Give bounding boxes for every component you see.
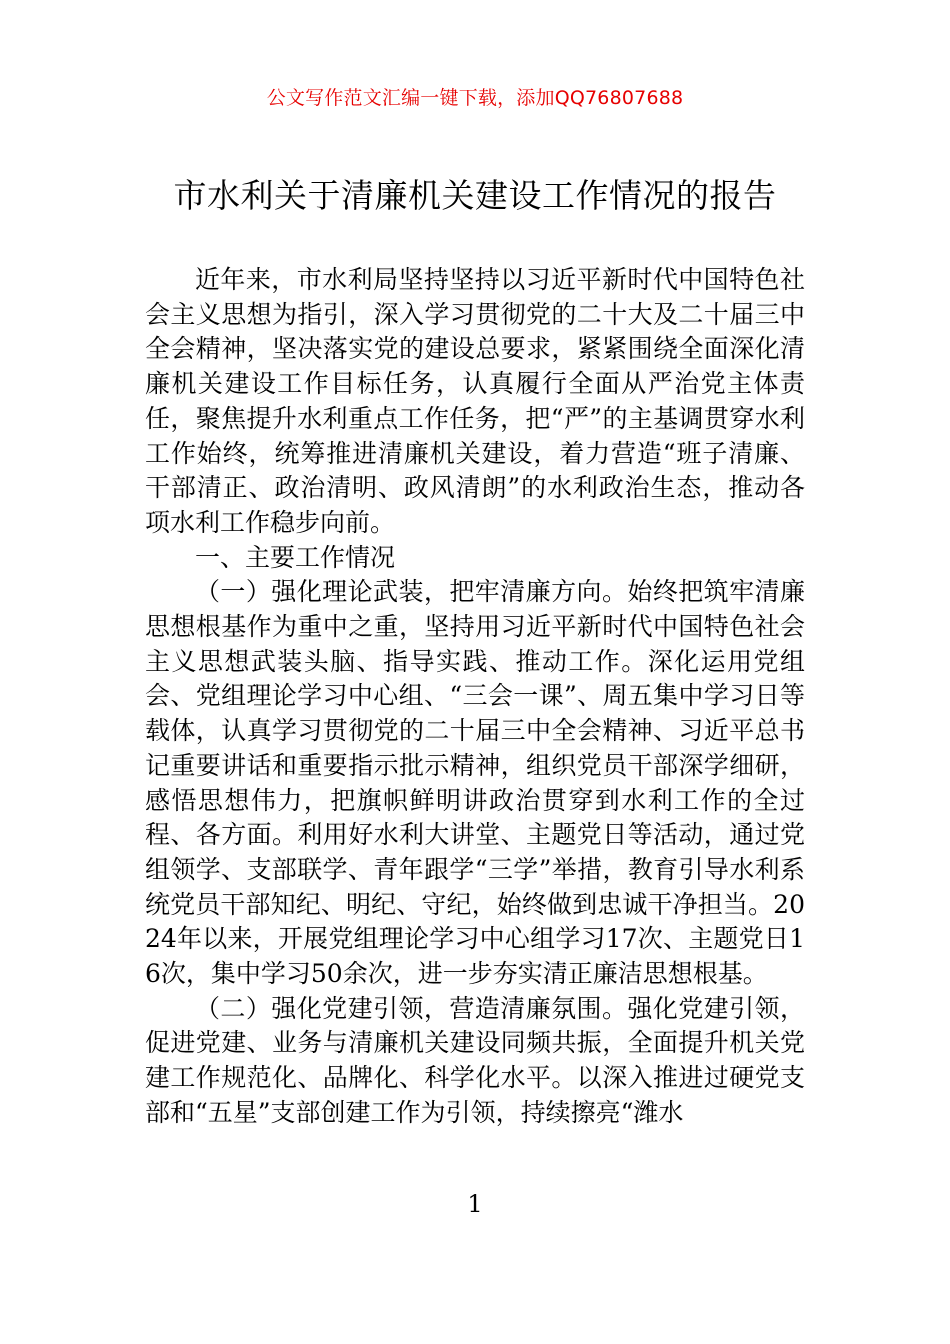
paragraph-party-building: （二）强化党建引领，营造清廉氛围。强化党建引领，促进党建、业务与清廉机关建设同频共振，全面提升机关党建工作规范化、品牌化、科学化水平。以深入推进过硬党支部和“五星”支部创建工作为引领，持续擦亮“潍水 bbox=[145, 993, 805, 1127]
paragraph-theory: （一）强化理论武装，把牢清廉方向。始终把筑牢清廉思想根基作为重中之重，坚持用习近平新时代中国特色社会主义思想武装头脑、指导实践、推动工作。深化运用党组会、党组理论学习中心组、“三会一课”、周五集中学习日等载体，认真学习贯彻党的二十届三中全会精神、习近平总书记重要讲话和重要指示批示精神，组织党员干部深学细研，感悟思想伟力，把旗帜鲜明讲政治贯穿到水利工作的全过程、各方面。利用好水利大讲堂、主题党日等活动，通过党组领学、支部联学、青年跟学“三学”举措，教育引导水利系统党员干部知纪、明纪、守纪，始终做到忠诚干净担当。2024年以来，开展党组理论学习中心组学习17次、主题党日16次，集中学习50余次，进一步夯实清正廉洁思想根基。 bbox=[145, 577, 805, 989]
watermark-header-text: 公文写作范文汇编一键下载，添加QQ76807688 bbox=[266, 87, 684, 109]
document-title: 市水利关于清廉机关建设工作情况的报告 bbox=[173, 176, 777, 215]
section-heading: 一、主要工作情况 bbox=[195, 542, 396, 572]
paragraph-intro: 近年来，市水利局坚持坚持以习近平新时代中国特色社会主义思想为指引，深入学习贯彻党的二十大及二十届三中全会精神，坚决落实党的建设总要求，紧紧围绕全面深化清廉机关建设工作目标任务，认真履行全面从严治党主体责任，聚焦提升水利重点工作任务，把“严”的主基调贯穿水利工作始终，统筹推进清廉机关建设，着力营造“班子清廉、干部清正、政治清明、政风清朗”的水利政治生态，推动各项水利工作稳步向前。 bbox=[145, 265, 805, 537]
document-body bbox=[145, 263, 805, 1131]
page-number: 1 bbox=[467, 1190, 483, 1218]
